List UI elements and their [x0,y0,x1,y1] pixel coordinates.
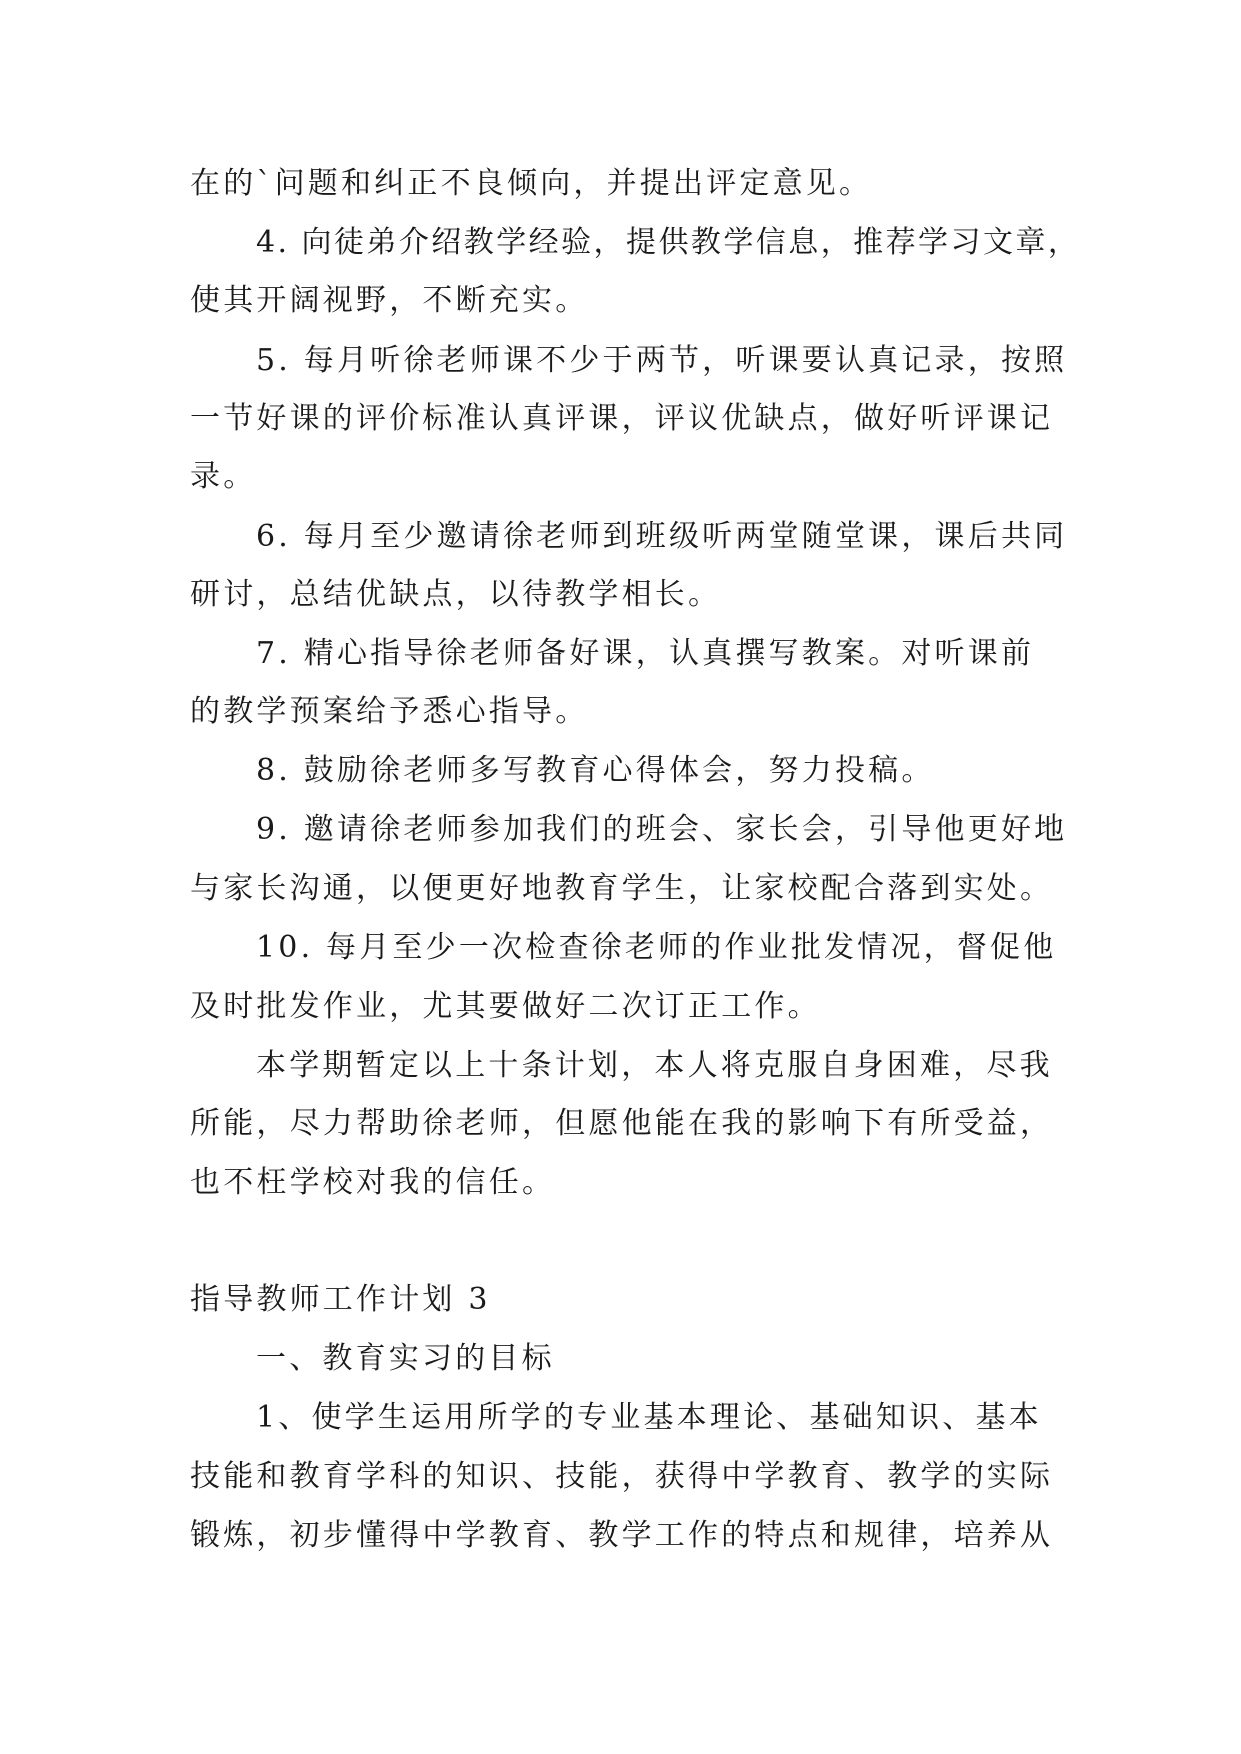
paragraph-line: 的教学预案给予悉心指导。 [190,694,589,729]
section-heading: 指导教师工作计划 3 [190,1282,491,1317]
paragraph-line: 及时批发作业，尤其要做好二次订正工作。 [190,989,821,1024]
paragraph-line: 一节好课的评价标准认真评课，评议优缺点，做好听评课记 [190,401,1054,436]
paragraph-line: 使其开阔视野，不断充实。 [190,283,589,318]
paragraph-line: 8. 鼓励徐老师多写教育心得体会，努力投稿。 [256,753,935,788]
paragraph-line: 9. 邀请徐老师参加我们的班会、家长会，引导他更好地 [256,812,1068,847]
paragraph-line: 录。 [190,459,257,494]
paragraph-line: 1、使学生运用所学的专业基本理论、基础知识、基本 [256,1400,1042,1435]
paragraph-line: 所能，尽力帮助徐老师，但愿他能在我的影响下有所受益， [190,1106,1054,1141]
paragraph-line: 也不枉学校对我的信任。 [190,1165,556,1200]
paragraph-line: 在的`问题和纠正不良倾向，并提出评定意见。 [190,166,873,201]
paragraph-line: 锻炼，初步懂得中学教育、教学工作的特点和规律，培养从 [190,1518,1054,1553]
paragraph-line: 与家长沟通，以便更好地教育学生，让家校配合落到实处。 [190,871,1054,906]
paragraph-line: 4. 向徒弟介绍教学经验，提供教学信息，推荐学习文章， [256,225,1081,260]
paragraph-line: 技能和教育学科的知识、技能，获得中学教育、教学的实际 [190,1459,1054,1494]
paragraph-line: 7. 精心指导徐老师备好课，认真撰写教案。对听课前 [256,636,1035,671]
paragraph-line: 6. 每月至少邀请徐老师到班级听两堂随堂课，课后共同 [256,519,1068,554]
paragraph-line: 5. 每月听徐老师课不少于两节，听课要认真记录，按照 [256,343,1068,378]
paragraph-line: 10. 每月至少一次检查徐老师的作业批发情况，督促他 [256,930,1057,965]
subsection-heading: 一、教育实习的目标 [256,1341,555,1376]
paragraph-line: 研讨，总结优缺点，以待教学相长。 [190,577,722,612]
paragraph-line: 本学期暂定以上十条计划，本人将克服自身困难，尽我 [256,1048,1053,1083]
